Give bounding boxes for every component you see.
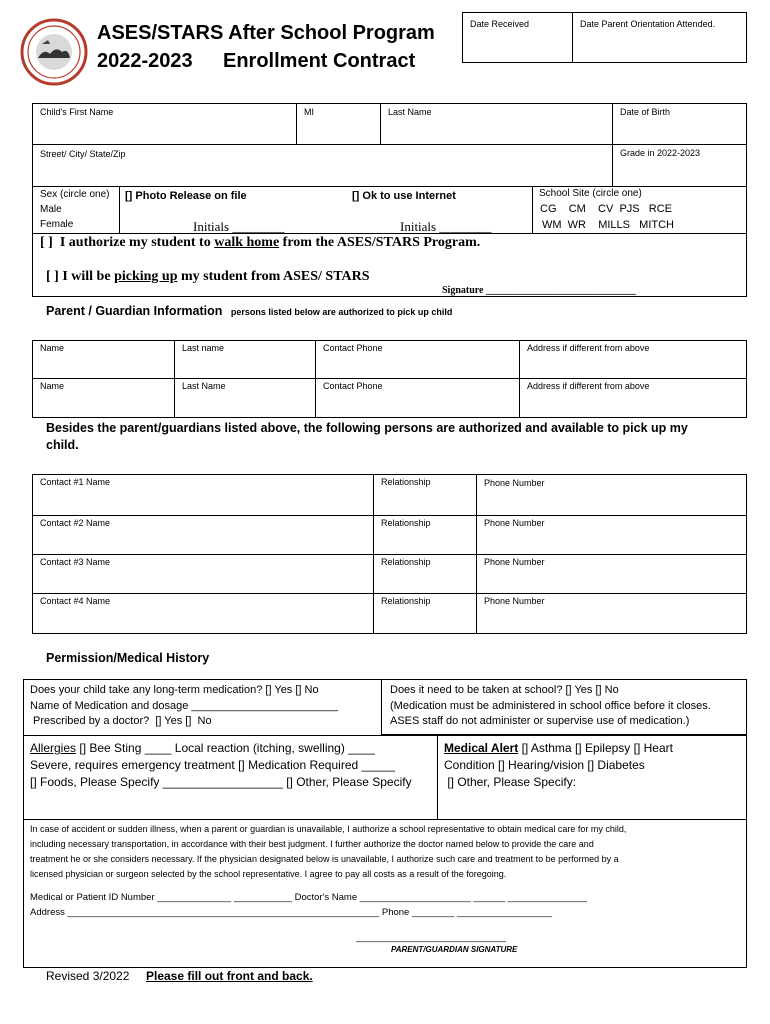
allergies-section[interactable]: Allergies [] Bee Sting ____ Local reaction (itching, swelling) ____ Severe, requires emergency treatment [] Medication Required _____ [] Foods, Please Specify __________________ [] Other, Please Specify	[30, 741, 412, 789]
program-year: 2022-2023	[97, 50, 193, 72]
pick-up-authorization[interactable]: [ ] I will be picking up my student from ASES/ STARS	[46, 269, 370, 284]
photo-initials-field[interactable]: Initials ________	[193, 219, 285, 234]
contact2-phone-field[interactable]: Phone Number	[484, 518, 545, 528]
school-site-options-row1[interactable]: CG CM CV PJS RCE	[540, 203, 673, 215]
contact3-phone-field[interactable]: Phone Number	[484, 557, 545, 567]
revision-date: Revised 3/2022	[46, 969, 130, 983]
child-last-name-field[interactable]: Last Name	[388, 107, 432, 117]
contact4-name-field[interactable]: Contact #4 Name	[40, 596, 111, 606]
page-title: ASES/STARS After School Program	[97, 22, 435, 44]
internet-ok-checkbox[interactable]: [] Ok to use Internet	[352, 190, 456, 202]
school-seal-logo	[20, 18, 88, 86]
medication-questions[interactable]: Does your child take any long-term medication? [] Yes [] No Name of Medication and dosage ________________________ Prescribed by a doctor? [] Yes [] No	[30, 684, 339, 727]
date-received-field[interactable]: Date Received	[470, 19, 530, 29]
contact4-relationship-field[interactable]: Relationship	[381, 596, 431, 606]
parent2-phone-field[interactable]: Contact Phone	[323, 381, 383, 391]
internet-initials-field[interactable]: Initials ________	[400, 219, 492, 234]
medical-id-doctor-line[interactable]: Medical or Patient ID Number ______________ ___________ Doctor's Name _____________________ ______ _______________	[30, 892, 587, 903]
sex-label: Sex (circle one)	[40, 189, 110, 200]
medical-consent-text: In case of accident or sudden illness, when a parent or guardian is unavailable, I authorize a school representative to obtain medical care for my child, including necessary transportation, in accordance with their best judgment. I further authorize the doctor named below to provide the care and treatment he or she considers necessary. If the physician designated below is unavailable, I authorize such care and treatment to be performed by a licensed physician or surgeon selected by the school representative. I agree to pay all costs as a result of the foregoing.	[30, 824, 627, 879]
contact2-name-field[interactable]: Contact #2 Name	[40, 518, 111, 528]
medical-alert-section[interactable]: Medical Alert [] Asthma [] Epilepsy [] Heart Condition [] Hearing/vision [] Diabetes [] Other, Please Specify:	[444, 741, 673, 789]
sex-option-male[interactable]: Male	[40, 204, 62, 215]
school-site-options-row2[interactable]: WM WR MILLS MITCH	[542, 219, 674, 231]
address-phone-line[interactable]: Address ___________________________________________________________ Phone ________ __________________	[30, 907, 552, 918]
guardian-signature-label: PARENT/GUARDIAN SIGNATURE	[391, 945, 518, 954]
contact2-relationship-field[interactable]: Relationship	[381, 518, 431, 528]
allergies-label: Allergies	[30, 741, 77, 755]
walk-home-authorization[interactable]: [ ] I authorize my student to walk home from the ASES/STARS Program.	[40, 235, 481, 250]
photo-release-checkbox[interactable]: [] Photo Release on file	[125, 190, 247, 202]
parent-guardian-heading: Parent / Guardian Information persons listed below are authorized to pick up child	[46, 304, 453, 318]
guardian-signature-line[interactable]: ______________________________	[356, 932, 507, 942]
child-mi-field[interactable]: MI	[304, 107, 314, 117]
parent1-address-field[interactable]: Address if different from above	[527, 343, 650, 353]
parent1-name-field[interactable]: Name	[40, 343, 65, 353]
contact1-phone-field[interactable]: Phone Number	[484, 478, 545, 488]
fill-out-reminder: Please fill out front and back.	[146, 969, 313, 983]
authorized-contacts-heading-cont: child.	[46, 438, 79, 452]
child-dob-field[interactable]: Date of Birth	[620, 107, 671, 117]
pickup-signature-line[interactable]: Signature ______________________________	[442, 285, 636, 296]
page-subtitle: Enrollment Contract	[223, 50, 416, 72]
child-address-field[interactable]: Street/ City/ State/Zip	[40, 149, 126, 159]
parent2-name-field[interactable]: Name	[40, 381, 65, 391]
child-first-name-field[interactable]: Child's First Name	[40, 107, 114, 117]
school-medication-questions[interactable]: Does it need to be taken at school? [] Yes [] No (Medication must be administered in school office before it closes. ASES staff do not administer or supervise use of medication.)	[390, 684, 711, 727]
date-orientation-field[interactable]: Date Parent Orientation Attended.	[580, 19, 716, 29]
medical-alert-label: Medical Alert	[444, 741, 519, 755]
parent1-last-name-field[interactable]: Last name	[182, 343, 225, 353]
sex-option-female[interactable]: Female	[40, 219, 74, 230]
contact3-name-field[interactable]: Contact #3 Name	[40, 557, 111, 567]
medical-history-heading: Permission/Medical History	[46, 651, 210, 665]
contact1-relationship-field[interactable]: Relationship	[381, 477, 431, 487]
contact1-name-field[interactable]: Contact #1 Name	[40, 477, 111, 487]
parent2-address-field[interactable]: Address if different from above	[527, 381, 650, 391]
authorized-contacts-heading: Besides the parent/guardians listed above, the following persons are authorized and available to pick up my	[46, 421, 688, 435]
child-grade-field[interactable]: Grade in 2022-2023	[620, 148, 701, 158]
parent1-phone-field[interactable]: Contact Phone	[323, 343, 383, 353]
contact4-phone-field[interactable]: Phone Number	[484, 596, 545, 606]
contact3-relationship-field[interactable]: Relationship	[381, 557, 431, 567]
parent2-last-name-field[interactable]: Last Name	[182, 381, 226, 391]
school-site-label: School Site (circle one)	[539, 188, 642, 199]
